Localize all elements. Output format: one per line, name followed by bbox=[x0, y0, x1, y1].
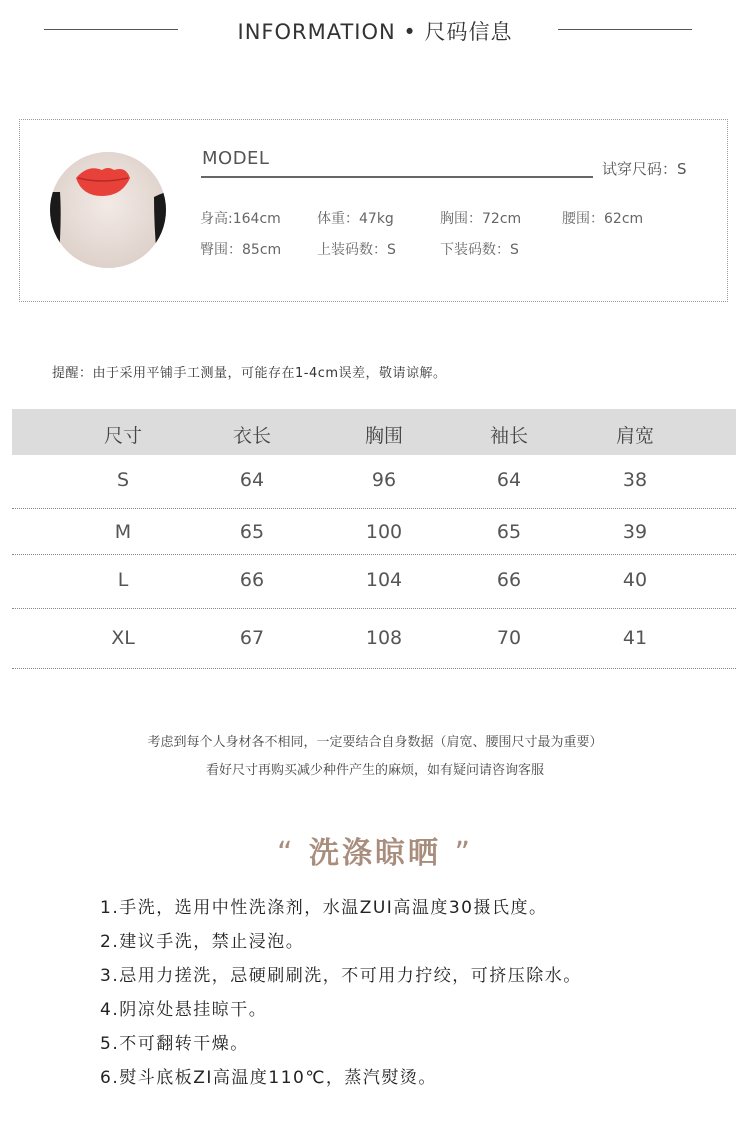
trial-size: 试穿尺码：S bbox=[602, 160, 687, 178]
table-cell: S bbox=[116, 469, 130, 491]
stat-bottom-size: 下装码数：S bbox=[440, 242, 519, 258]
header-title: INFORMATION • 尺码信息 bbox=[237, 20, 513, 44]
header-cell-bust: 胸围 bbox=[364, 425, 403, 447]
list-item: 4.阴凉处悬挂晾干。 bbox=[100, 1000, 268, 1020]
table-cell: 40 bbox=[622, 569, 648, 591]
list-item: 5.不可翻转干燥。 bbox=[100, 1034, 249, 1054]
model-avatar bbox=[50, 152, 166, 268]
table-cell: 66 bbox=[496, 569, 522, 591]
header-cell-length: 衣长 bbox=[232, 425, 271, 447]
size-advice-line-2: 看好尺寸再购买减少种件产生的麻烦，如有疑问请咨询客服 bbox=[205, 763, 544, 778]
wash-care-title-text: 洗涤晾晒 bbox=[309, 836, 441, 871]
stat-weight: 体重：47kg bbox=[317, 211, 394, 227]
table-row bbox=[12, 609, 736, 669]
list-item: 1.手洗，选用中性洗涤剂，水温ZUI高温度30摄氏度。 bbox=[100, 898, 548, 918]
table-cell: 96 bbox=[371, 469, 397, 491]
table-row bbox=[12, 455, 736, 509]
wash-care-title bbox=[0, 828, 750, 872]
measurement-note: 提醒：由于采用平铺手工测量，可能存在1-4cm误差，敬请谅解。 bbox=[52, 366, 447, 381]
size-table bbox=[12, 409, 736, 649]
table-cell: 70 bbox=[496, 627, 522, 649]
table-cell: 38 bbox=[622, 469, 648, 491]
table-cell: 64 bbox=[239, 469, 265, 491]
model-label: MODEL bbox=[202, 148, 270, 169]
header-cell-sleeve: 袖长 bbox=[489, 425, 528, 447]
table-cell: 41 bbox=[622, 627, 648, 649]
list-item: 2.建议手洗，禁止浸泡。 bbox=[100, 932, 305, 952]
wash-care-list bbox=[100, 893, 582, 1097]
table-cell: L bbox=[117, 569, 129, 591]
table-cell: M bbox=[114, 521, 132, 543]
table-cell: 64 bbox=[496, 469, 522, 491]
table-cell: 65 bbox=[496, 521, 522, 543]
table-cell: 66 bbox=[239, 569, 265, 591]
table-cell: 65 bbox=[239, 521, 265, 543]
table-cell: 104 bbox=[365, 569, 403, 591]
section-header bbox=[0, 14, 750, 46]
stat-top-size: 上装码数：S bbox=[317, 242, 396, 258]
header-cell-size: 尺寸 bbox=[103, 425, 142, 447]
header-rule-right bbox=[558, 29, 692, 30]
table-cell: XL bbox=[111, 627, 135, 649]
table-cell: 67 bbox=[239, 627, 265, 649]
stat-height: 身高:164cm bbox=[200, 211, 281, 227]
model-info-card bbox=[19, 119, 728, 302]
table-row bbox=[12, 509, 736, 555]
list-item: 6.熨斗底板ZI高温度110℃，蒸汽熨烫。 bbox=[100, 1068, 437, 1088]
list-item: 3.忌用力搓洗，忌硬刷刷洗，不可用力拧绞，可挤压除水。 bbox=[100, 966, 582, 986]
size-table-header bbox=[12, 409, 736, 455]
open-quote: “ bbox=[277, 836, 296, 871]
model-underline bbox=[201, 176, 593, 178]
close-quote: ” bbox=[454, 836, 473, 871]
stat-bust: 胸围：72cm bbox=[440, 211, 522, 227]
table-cell: 108 bbox=[365, 627, 403, 649]
stat-waist: 腰围：62cm bbox=[562, 211, 644, 227]
table-row bbox=[12, 555, 736, 609]
table-cell: 39 bbox=[622, 521, 648, 543]
header-cell-shoulder: 肩宽 bbox=[615, 425, 654, 447]
table-cell: 100 bbox=[365, 521, 403, 543]
stat-hip: 臀围：85cm bbox=[200, 242, 282, 258]
size-advice-line-1: 考虑到每个人身材各不相同，一定要结合自身数据（肩宽、腰围尺寸最为重要） bbox=[147, 735, 603, 750]
